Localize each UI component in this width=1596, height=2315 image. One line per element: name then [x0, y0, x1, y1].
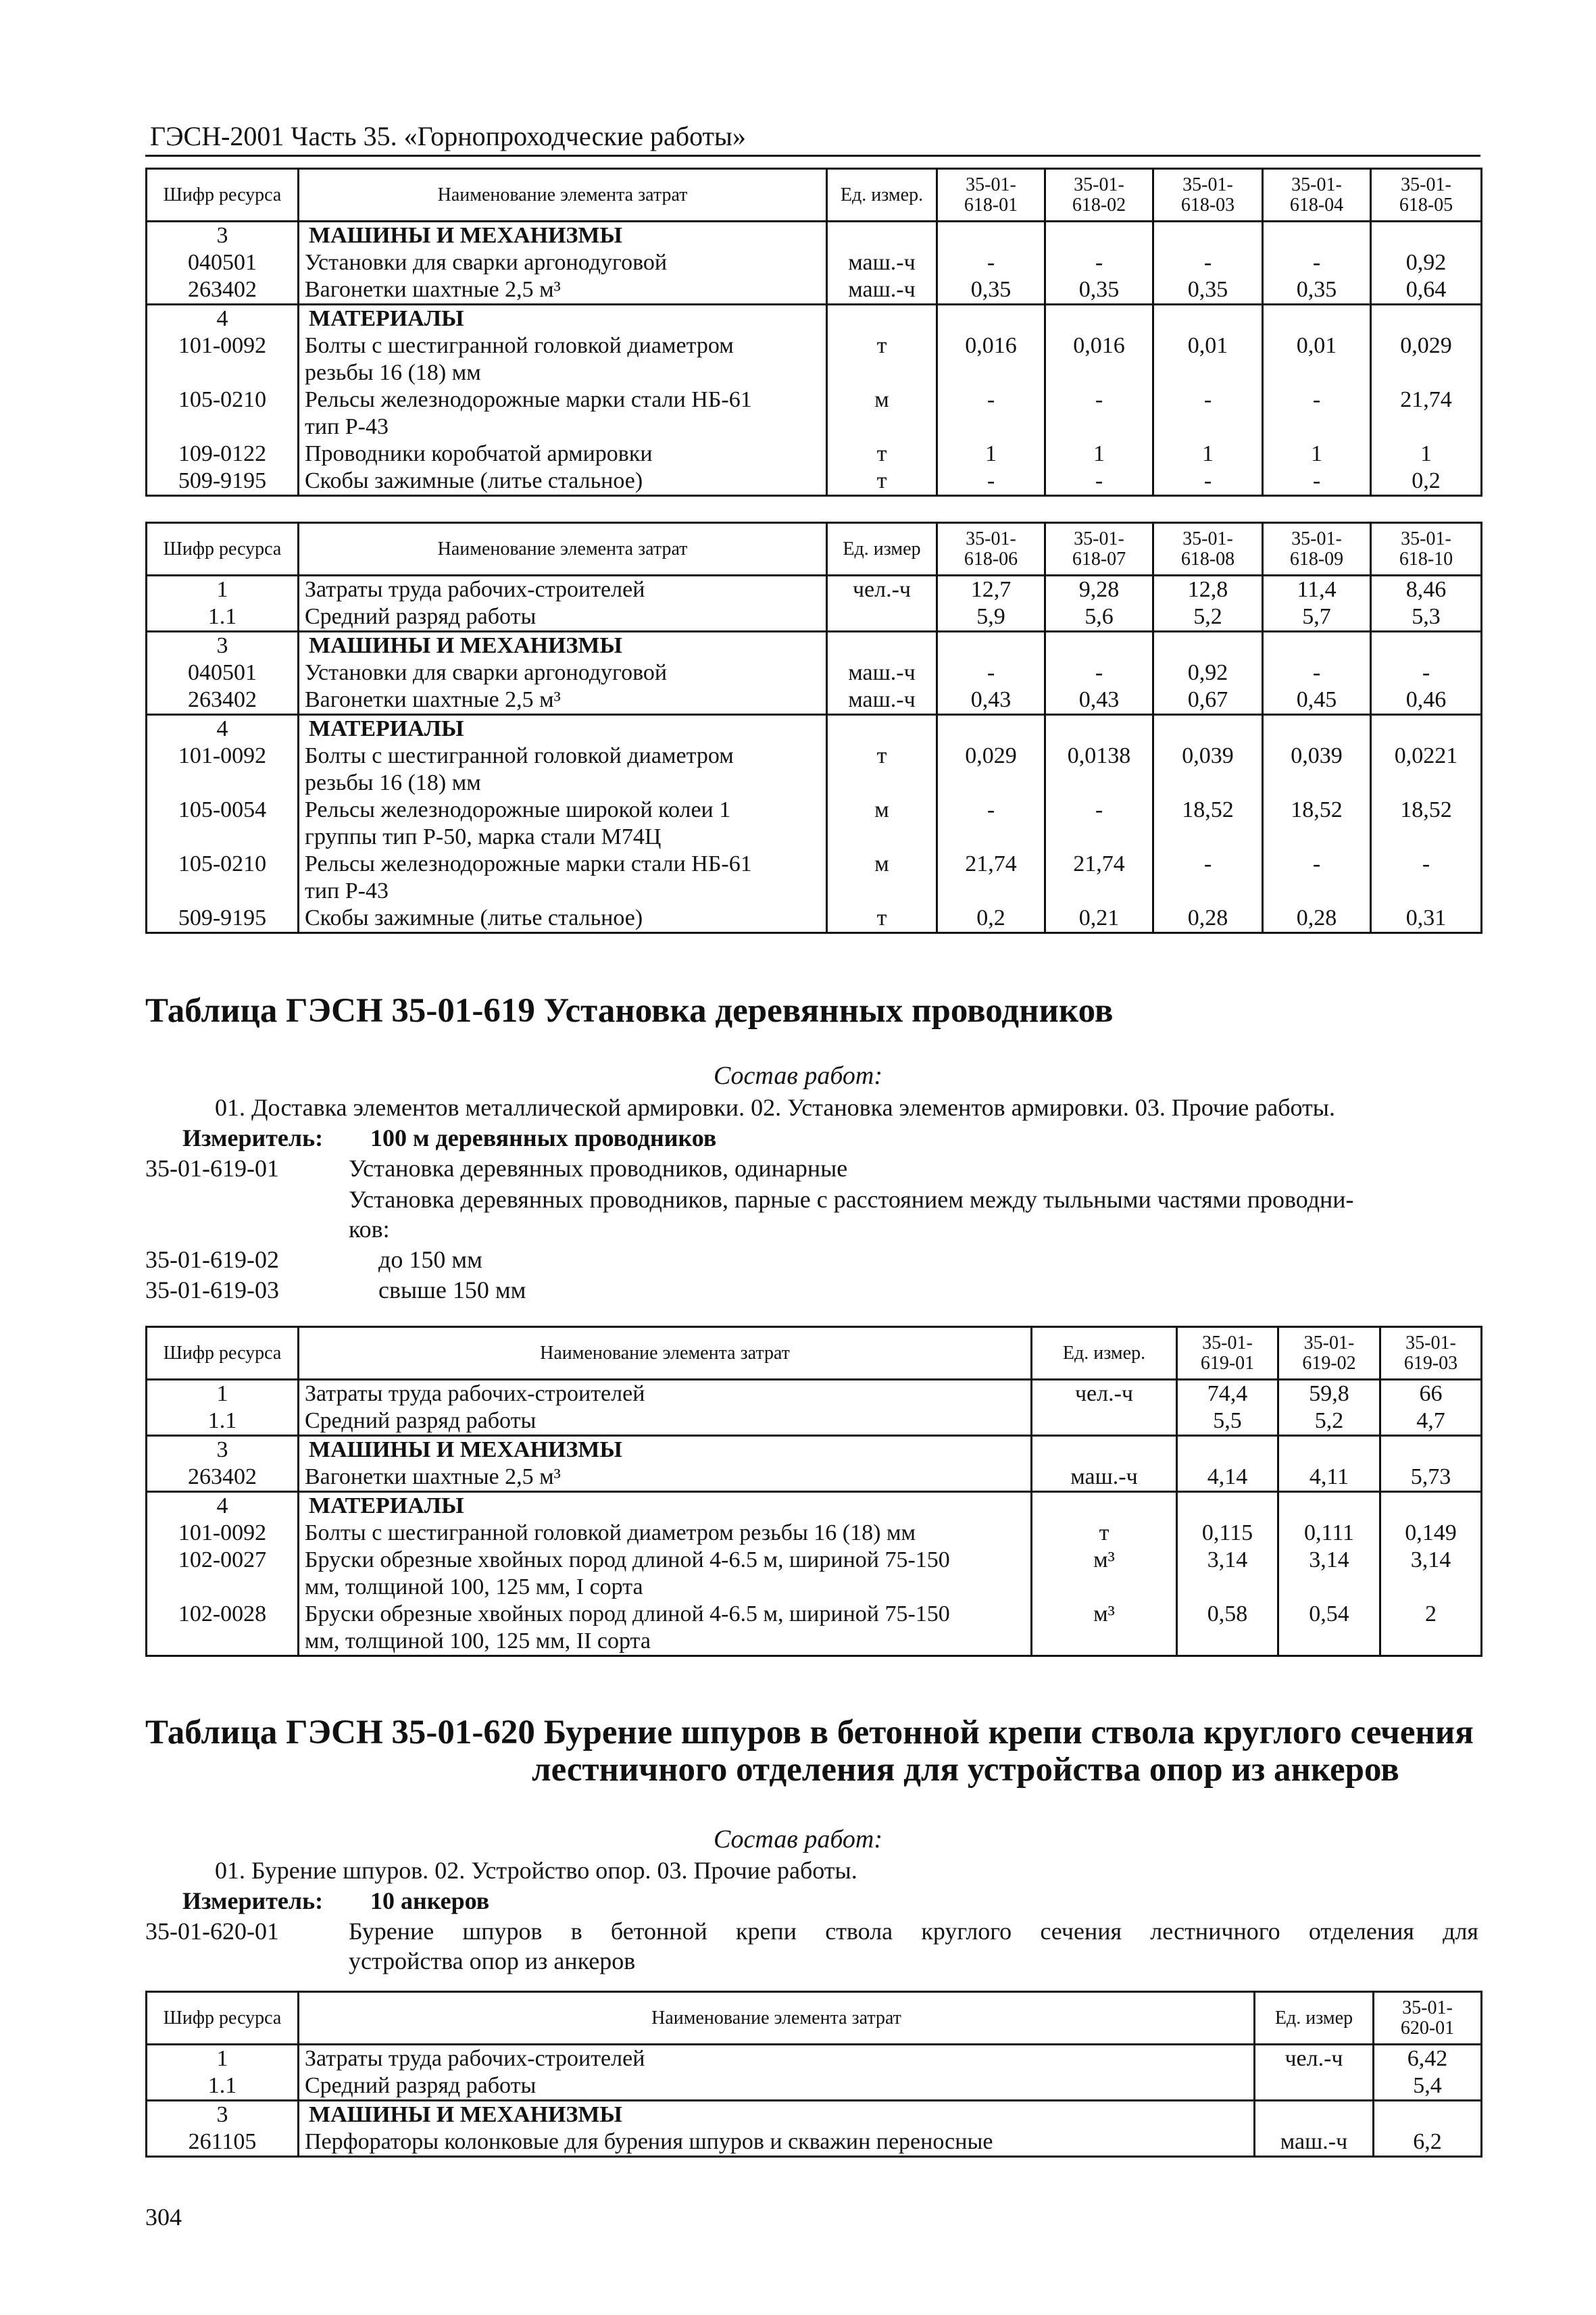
resource-code-cell: 105-0054 [147, 797, 299, 851]
table-row [147, 2129, 1482, 2157]
table-row [147, 632, 1482, 660]
table-title-620-line2: лестничного отделения для устройства опор из анкеров [532, 1751, 1399, 1789]
value-cell: 0,58 [1177, 1601, 1278, 1656]
column-header: 35-01- 618-10 [1371, 523, 1482, 576]
value-cell [1177, 1436, 1278, 1464]
item-text: ков: [349, 1216, 390, 1243]
unit-cell: т [827, 332, 937, 387]
item-text: устройства опор из анкеров [349, 1947, 636, 1974]
work-composition-text: 01. Бурение шпуров. 02. Устройство опор. 03. Прочие работы. [215, 1857, 857, 1884]
element-name-cell: Затраты труда рабочих-строителей [299, 576, 827, 604]
column-header: 35-01- 618-08 [1153, 523, 1263, 576]
header-rule [145, 155, 1480, 157]
value-cell: 0,35 [937, 276, 1045, 305]
resource-code-cell: 105-0210 [147, 387, 299, 441]
value-cell: 0,21 [1045, 905, 1153, 933]
item-text: до 150 мм [378, 1246, 482, 1273]
section-heading-cell: МАШИНЫ И МЕХАНИЗМЫ [299, 222, 827, 250]
column-header: Наименование элемента затрат [299, 1992, 1255, 2045]
element-name-cell: Проводники коробчатой армировки [299, 441, 827, 468]
unit-cell: маш.-ч [827, 249, 937, 276]
column-header: 35-01- 618-09 [1263, 523, 1371, 576]
column-header: 35-01- 618-07 [1045, 523, 1153, 576]
table-row [147, 249, 1482, 276]
column-header: 35-01- 619-01 [1177, 1327, 1278, 1380]
unit-cell [1255, 2101, 1374, 2129]
value-cell: 0,92 [1153, 659, 1263, 687]
column-header: 35-01- 618-06 [937, 523, 1045, 576]
element-name-cell: Скобы зажимные (литье стальное) [299, 905, 827, 933]
value-cell: 0,01 [1263, 332, 1371, 387]
element-name-cell: Рельсы железнодорожные марки стали НБ-61 тип Р-43 [299, 387, 827, 441]
value-cell: 5,9 [937, 603, 1045, 632]
element-name-cell: Средний разряд работы [299, 1408, 1032, 1436]
value-cell: 0,016 [937, 332, 1045, 387]
value-cell: - [1153, 387, 1263, 441]
value-cell: 0,149 [1380, 1520, 1482, 1547]
column-header: Ед. измер. [1032, 1327, 1177, 1380]
value-cell: 66 [1380, 1380, 1482, 1408]
resource-table-618-01-05 [145, 168, 1482, 497]
value-cell [1371, 305, 1482, 333]
value-cell: - [1263, 387, 1371, 441]
value-cell: 74,4 [1177, 1380, 1278, 1408]
value-cell: 8,46 [1371, 576, 1482, 604]
element-name-cell: Затраты труда рабочих-строителей [299, 2045, 1255, 2073]
item-code: 35-01-619-02 [145, 1246, 279, 1273]
value-cell: 0,039 [1263, 743, 1371, 797]
value-cell: - [1045, 387, 1153, 441]
value-cell [1153, 715, 1263, 743]
value-cell: 1 [1153, 441, 1263, 468]
resource-code-cell: 1 [147, 576, 299, 604]
unit-cell: т [827, 468, 937, 496]
column-header: Шифр ресурса [147, 523, 299, 576]
column-header: Наименование элемента затрат [299, 523, 827, 576]
value-cell [1045, 305, 1153, 333]
value-cell [1380, 1492, 1482, 1520]
value-cell: 0,92 [1371, 249, 1482, 276]
value-cell: 5,2 [1278, 1408, 1380, 1436]
table-title-620: Таблица ГЭСН 35-01-620 Бурение шпуров в бетонной крепи ствола круглого сечения [145, 1714, 1474, 1751]
column-header: 35-01- 620-01 [1374, 1992, 1482, 2045]
section-heading-cell: МАШИНЫ И МЕХАНИЗМЫ [299, 2101, 1255, 2129]
value-cell [937, 222, 1045, 250]
table-row [147, 797, 1482, 851]
unit-cell: чел.-ч [1255, 2045, 1374, 2073]
resource-code-cell: 109-0122 [147, 441, 299, 468]
value-cell: - [937, 249, 1045, 276]
resource-code-cell: 4 [147, 715, 299, 743]
table-header-row [147, 1327, 1482, 1380]
value-cell: - [1153, 468, 1263, 496]
resource-code-cell: 509-9195 [147, 905, 299, 933]
value-cell: 21,74 [1371, 387, 1482, 441]
value-cell: 0,115 [1177, 1520, 1278, 1547]
value-cell [1263, 305, 1371, 333]
value-cell [1045, 715, 1153, 743]
meter-label: Измеритель: [182, 1124, 324, 1151]
unit-cell: м [827, 797, 937, 851]
column-header: Ед. измер [1255, 1992, 1374, 2045]
resource-code-cell: 1 [147, 2045, 299, 2073]
value-cell [1374, 2101, 1482, 2129]
value-cell: 5,6 [1045, 603, 1153, 632]
resource-code-cell: 3 [147, 2101, 299, 2129]
running-header: ГЭСН-2001 Часть 35. «Горнопроходческие работы» [150, 121, 746, 151]
table-row [147, 1601, 1482, 1656]
value-cell: 3,14 [1278, 1547, 1380, 1601]
work-composition-heading: Состав работ: [713, 1825, 883, 1853]
value-cell [1263, 222, 1371, 250]
item-text: Установка деревянных проводников, парные с расстоянием между тыльными частями проводни- [349, 1186, 1354, 1213]
table-row [147, 2045, 1482, 2073]
item-text: Бурение шпуров в бетонной крепи ствола круглого сечения лестничного отделения для [349, 1918, 1478, 1945]
value-cell: 9,28 [1045, 576, 1153, 604]
value-cell: 5,3 [1371, 603, 1482, 632]
unit-cell [827, 305, 937, 333]
value-cell [1177, 1492, 1278, 1520]
meter-value: 100 м деревянных проводников [370, 1124, 717, 1151]
value-cell: 5,73 [1380, 1464, 1482, 1492]
unit-cell [827, 603, 937, 632]
unit-cell [1032, 1408, 1177, 1436]
resource-code-cell: 101-0092 [147, 743, 299, 797]
element-name-cell: Установки для сварки аргонодуговой [299, 249, 827, 276]
resource-code-cell: 3 [147, 1436, 299, 1464]
table-row [147, 1464, 1482, 1492]
element-name-cell: Вагонетки шахтные 2,5 м³ [299, 687, 827, 715]
resource-code-cell: 102-0027 [147, 1547, 299, 1601]
value-cell: 18,52 [1263, 797, 1371, 851]
resource-code-cell: 509-9195 [147, 468, 299, 496]
resource-code-cell: 4 [147, 305, 299, 333]
resource-code-cell: 1.1 [147, 2072, 299, 2101]
value-cell: - [1045, 249, 1153, 276]
table-row [147, 687, 1482, 715]
unit-cell [1032, 1492, 1177, 1520]
resource-code-cell: 101-0092 [147, 1520, 299, 1547]
value-cell [1278, 1492, 1380, 1520]
section-heading-cell: МАТЕРИАЛЫ [299, 715, 827, 743]
column-header: Шифр ресурса [147, 1992, 299, 2045]
table-row [147, 305, 1482, 333]
resource-code-cell: 1.1 [147, 603, 299, 632]
value-cell [937, 305, 1045, 333]
element-name-cell: Скобы зажимные (литье стальное) [299, 468, 827, 496]
item-text: свыше 150 мм [378, 1276, 526, 1303]
table-row [147, 603, 1482, 632]
element-name-cell: Вагонетки шахтные 2,5 м³ [299, 276, 827, 305]
value-cell: - [937, 797, 1045, 851]
value-cell: 0,039 [1153, 743, 1263, 797]
resource-table-619 [145, 1326, 1482, 1657]
value-cell: - [1371, 851, 1482, 905]
value-cell: 5,4 [1374, 2072, 1482, 2101]
table-row [147, 2101, 1482, 2129]
unit-cell: маш.-ч [827, 687, 937, 715]
value-cell: - [937, 387, 1045, 441]
resource-code-cell: 040501 [147, 659, 299, 687]
unit-cell: м [827, 387, 937, 441]
element-name-cell: Болты с шестигранной головкой диаметром резьбы 16 (18) мм [299, 332, 827, 387]
value-cell: 6,2 [1374, 2129, 1482, 2157]
table-row [147, 276, 1482, 305]
value-cell: 4,14 [1177, 1464, 1278, 1492]
value-cell: 0,67 [1153, 687, 1263, 715]
value-cell [1380, 1436, 1482, 1464]
value-cell [1045, 222, 1153, 250]
value-cell: 0,2 [937, 905, 1045, 933]
element-name-cell: Болты с шестигранной головкой диаметром резьбы 16 (18) мм [299, 743, 827, 797]
element-name-cell: Средний разряд работы [299, 603, 827, 632]
value-cell [937, 715, 1045, 743]
resource-code-cell: 105-0210 [147, 851, 299, 905]
element-name-cell: Перфораторы колонковые для бурения шпуров и скважин переносные [299, 2129, 1255, 2157]
value-cell [1153, 632, 1263, 660]
value-cell: - [1263, 468, 1371, 496]
unit-cell: т [827, 743, 937, 797]
unit-cell: чел.-ч [827, 576, 937, 604]
table-title-619: Таблица ГЭСН 35-01-619 Установка деревянных проводников [145, 992, 1114, 1030]
value-cell: - [937, 468, 1045, 496]
table-header-row [147, 169, 1482, 222]
resource-code-cell: 263402 [147, 1464, 299, 1492]
value-cell: 6,42 [1374, 2045, 1482, 2073]
value-cell: 5,2 [1153, 603, 1263, 632]
column-header: Шифр ресурса [147, 1327, 299, 1380]
unit-cell: т [1032, 1520, 1177, 1547]
table-row [147, 1408, 1482, 1436]
unit-cell: маш.-ч [1032, 1464, 1177, 1492]
section-heading-cell: МАТЕРИАЛЫ [299, 1492, 1032, 1520]
unit-cell: м³ [1032, 1547, 1177, 1601]
element-name-cell: Средний разряд работы [299, 2072, 1255, 2101]
value-cell: 0,0221 [1371, 743, 1482, 797]
column-header: 35-01- 618-04 [1263, 169, 1371, 222]
value-cell: 0,46 [1371, 687, 1482, 715]
unit-cell [827, 632, 937, 660]
element-name-cell: Болты с шестигранной головкой диаметром резьбы 16 (18) мм [299, 1520, 1032, 1547]
value-cell [937, 632, 1045, 660]
resource-code-cell: 3 [147, 632, 299, 660]
table-row [147, 1436, 1482, 1464]
element-name-cell: Бруски обрезные хвойных пород длиной 4-6.5 м, шириной 75-150 мм, толщиной 100, 125 мм, II сорта [299, 1601, 1032, 1656]
table-row [147, 1492, 1482, 1520]
value-cell: 0,54 [1278, 1601, 1380, 1656]
resource-code-cell: 4 [147, 1492, 299, 1520]
work-composition-text: 01. Доставка элементов металлической армировки. 02. Установка элементов армировки. 03. Прочие работы. [215, 1094, 1335, 1121]
value-cell: 0,029 [937, 743, 1045, 797]
item-text: Установка деревянных проводников, одинарные [349, 1155, 848, 1182]
value-cell: 1 [1371, 441, 1482, 468]
value-cell: 0,31 [1371, 905, 1482, 933]
value-cell: 0,111 [1278, 1520, 1380, 1547]
column-header: 35-01- 619-02 [1278, 1327, 1380, 1380]
resource-code-cell: 263402 [147, 687, 299, 715]
value-cell: 18,52 [1371, 797, 1482, 851]
unit-cell: м³ [1032, 1601, 1177, 1656]
resource-code-cell: 261105 [147, 2129, 299, 2157]
value-cell: - [1263, 851, 1371, 905]
value-cell: 0,43 [937, 687, 1045, 715]
unit-cell: т [827, 905, 937, 933]
section-heading-cell: МАШИНЫ И МЕХАНИЗМЫ [299, 632, 827, 660]
table-row [147, 1380, 1482, 1408]
resource-code-cell: 1 [147, 1380, 299, 1408]
value-cell: 1 [937, 441, 1045, 468]
column-header: Наименование элемента затрат [299, 1327, 1032, 1380]
unit-cell: м [827, 851, 937, 905]
element-name-cell: Рельсы железнодорожные широкой колеи 1 группы тип Р-50, марка стали М74Ц [299, 797, 827, 851]
value-cell: 1 [1045, 441, 1153, 468]
column-header: Ед. измер. [827, 169, 937, 222]
column-header: 35-01- 618-05 [1371, 169, 1482, 222]
value-cell: - [1045, 659, 1153, 687]
page-number: 304 [145, 2204, 182, 2231]
value-cell: - [1263, 249, 1371, 276]
value-cell: 0,2 [1371, 468, 1482, 496]
column-header: Шифр ресурса [147, 169, 299, 222]
column-header: 35-01- 618-03 [1153, 169, 1263, 222]
value-cell: 3,14 [1177, 1547, 1278, 1601]
value-cell [1263, 632, 1371, 660]
value-cell [1278, 1436, 1380, 1464]
value-cell: 0,029 [1371, 332, 1482, 387]
column-header: 35-01- 618-02 [1045, 169, 1153, 222]
value-cell: 5,7 [1263, 603, 1371, 632]
resource-code-cell: 263402 [147, 276, 299, 305]
table-row [147, 851, 1482, 905]
item-code: 35-01-620-01 [145, 1918, 279, 1945]
meter-value: 10 анкеров [370, 1887, 490, 1914]
value-cell: 4,7 [1380, 1408, 1482, 1436]
unit-cell [827, 222, 937, 250]
value-cell [1371, 632, 1482, 660]
section-heading-cell: МАТЕРИАЛЫ [299, 305, 827, 333]
value-cell: 21,74 [937, 851, 1045, 905]
resource-code-cell: 1.1 [147, 1408, 299, 1436]
section-heading-cell: МАШИНЫ И МЕХАНИЗМЫ [299, 1436, 1032, 1464]
value-cell [1263, 715, 1371, 743]
table-row [147, 1547, 1482, 1601]
table-row [147, 441, 1482, 468]
table-row [147, 2072, 1482, 2101]
value-cell: 0,0138 [1045, 743, 1153, 797]
value-cell [1371, 715, 1482, 743]
value-cell: 18,52 [1153, 797, 1263, 851]
item-code: 35-01-619-01 [145, 1155, 279, 1182]
value-cell [1153, 305, 1263, 333]
table-row [147, 387, 1482, 441]
resource-code-cell: 101-0092 [147, 332, 299, 387]
table-row [147, 715, 1482, 743]
column-header: 35-01- 618-01 [937, 169, 1045, 222]
table-row [147, 576, 1482, 604]
value-cell: 0,45 [1263, 687, 1371, 715]
value-cell [1153, 222, 1263, 250]
unit-cell [1255, 2072, 1374, 2101]
resource-table-618-06-10 [145, 522, 1482, 934]
table-row [147, 905, 1482, 933]
table-header-row [147, 1992, 1482, 2045]
element-name-cell: Установки для сварки аргонодуговой [299, 659, 827, 687]
unit-cell: т [827, 441, 937, 468]
value-cell: 0,35 [1153, 276, 1263, 305]
value-cell: 12,8 [1153, 576, 1263, 604]
table-row [147, 743, 1482, 797]
value-cell: - [1371, 659, 1482, 687]
value-cell: 0,28 [1263, 905, 1371, 933]
table-row [147, 222, 1482, 250]
value-cell: 0,35 [1045, 276, 1153, 305]
element-name-cell: Рельсы железнодорожные марки стали НБ-61 тип Р-43 [299, 851, 827, 905]
value-cell: 21,74 [1045, 851, 1153, 905]
value-cell: 4,11 [1278, 1464, 1380, 1492]
value-cell: - [1153, 249, 1263, 276]
value-cell: - [1153, 851, 1263, 905]
column-header: 35-01- 619-03 [1380, 1327, 1482, 1380]
column-header: Ед. измер [827, 523, 937, 576]
element-name-cell: Вагонетки шахтные 2,5 м³ [299, 1464, 1032, 1492]
table-row [147, 1520, 1482, 1547]
resource-code-cell: 3 [147, 222, 299, 250]
value-cell: 0,016 [1045, 332, 1153, 387]
value-cell: - [1045, 468, 1153, 496]
meter-label: Измеритель: [182, 1887, 324, 1914]
value-cell: 2 [1380, 1601, 1482, 1656]
value-cell: 0,43 [1045, 687, 1153, 715]
resource-code-cell: 040501 [147, 249, 299, 276]
value-cell: 59,8 [1278, 1380, 1380, 1408]
value-cell: 5,5 [1177, 1408, 1278, 1436]
table-header-row [147, 523, 1482, 576]
resource-code-cell: 102-0028 [147, 1601, 299, 1656]
value-cell: 11,4 [1263, 576, 1371, 604]
table-row [147, 332, 1482, 387]
value-cell: 0,28 [1153, 905, 1263, 933]
value-cell: 1 [1263, 441, 1371, 468]
value-cell: 0,64 [1371, 276, 1482, 305]
value-cell [1045, 632, 1153, 660]
column-header: Наименование элемента затрат [299, 169, 827, 222]
unit-cell [827, 715, 937, 743]
unit-cell: чел.-ч [1032, 1380, 1177, 1408]
item-code: 35-01-619-03 [145, 1276, 279, 1303]
value-cell: 12,7 [937, 576, 1045, 604]
value-cell: 0,35 [1263, 276, 1371, 305]
element-name-cell: Затраты труда рабочих-строителей [299, 1380, 1032, 1408]
unit-cell: маш.-ч [827, 659, 937, 687]
element-name-cell: Бруски обрезные хвойных пород длиной 4-6.5 м, шириной 75-150 мм, толщиной 100, 125 мм, I сорта [299, 1547, 1032, 1601]
work-composition-heading: Состав работ: [713, 1062, 883, 1090]
unit-cell: маш.-ч [827, 276, 937, 305]
value-cell: - [1263, 659, 1371, 687]
table-row [147, 659, 1482, 687]
value-cell [1371, 222, 1482, 250]
unit-cell [1032, 1436, 1177, 1464]
value-cell: - [937, 659, 1045, 687]
value-cell: 3,14 [1380, 1547, 1482, 1601]
unit-cell: маш.-ч [1255, 2129, 1374, 2157]
value-cell: 0,01 [1153, 332, 1263, 387]
resource-table-620 [145, 1991, 1482, 2158]
table-row [147, 468, 1482, 496]
value-cell: - [1045, 797, 1153, 851]
